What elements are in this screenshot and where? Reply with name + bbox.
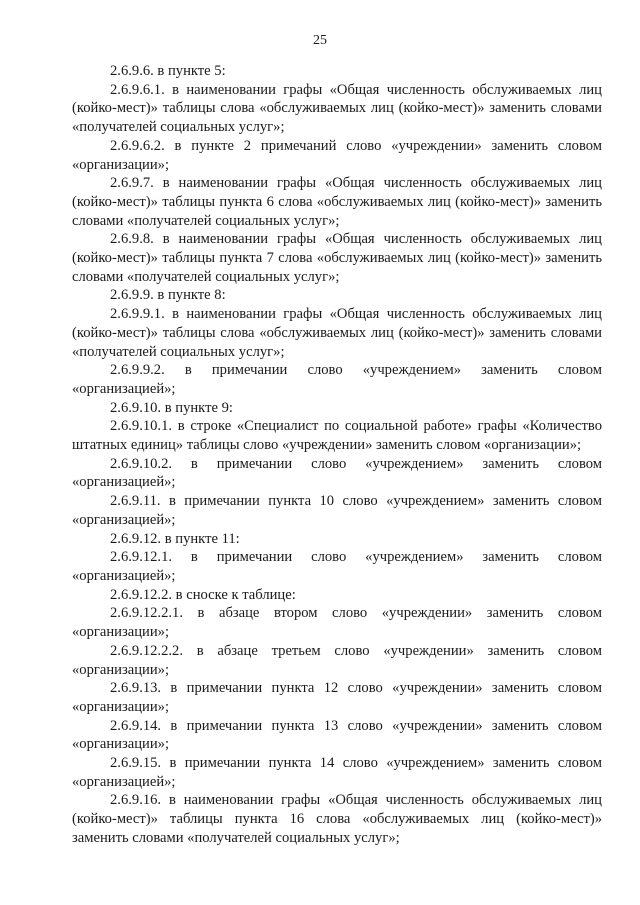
paragraph-2-6-9-12-2-1: 2.6.9.12.2.1. в абзаце втором слово «учреждении» заменить словом «организации»; [72,605,602,641]
paragraph-2-6-9-10-2: 2.6.9.10.2. в примечании слово «учреждением» заменить словом «организацией»; [72,455,602,491]
paragraph-2-6-9-12: 2.6.9.12. в пункте 11: [110,530,240,547]
paragraph-2-6-9-6-2: 2.6.9.6.2. в пункте 2 примечаний слово «учреждении» заменить словом «организации»; [72,137,602,173]
paragraph-2-6-9-13: 2.6.9.13. в примечании пункта 12 слово «учреждении» заменить словом «организации»; [72,680,602,715]
paragraph-2-6-9-9-1: 2.6.9.9.1. в наименовании графы «Общая численность обслуживаемых лиц (койко-мест)» таблицы слова «обслуживаемых лиц (койко-мест)» заменить словами «получателей социальных услуг»; [72,306,602,360]
paragraph-2-6-9-9-2: 2.6.9.9.2. в примечании слово «учреждением» заменить словом «организацией»; [72,362,602,397]
paragraph-2-6-9-6: 2.6.9.6. в пункте 5: [110,63,226,79]
paragraph-2-6-9-16: 2.6.9.16. в наименовании графы «Общая численность обслуживаемых лиц (койко-мест)» таблицы пункта 16 слова «обслуживаемых лиц (койко-мест)» заменить словами «получателей социальных услуг»; [72,792,602,846]
paragraph-2-6-9-7: 2.6.9.7. в наименовании графы «Общая численность обслуживаемых лиц (койко-мест)» таблицы пункта 6 слова «обслуживаемых лиц (койко-мест)» заменить словами «получателей социальных услуг»; [72,175,602,229]
paragraph-2-6-9-9: 2.6.9.9. в пункте 8: [110,287,226,304]
paragraph-2-6-9-10-1: 2.6.9.10.1. в строке «Специалист по социальной работе» графы «Количество штатных единиц» таблицы слово «учреждении» заменить словом «организации»; [72,418,602,454]
paragraph-2-6-9-12-2-2: 2.6.9.12.2.2. в абзаце третьем слово «учреждении» заменить словом «организации»; [72,642,602,678]
page-number: 25 [313,33,327,48]
document-body [72,62,602,848]
paragraph-2-6-9-15: 2.6.9.15. в примечании пункта 14 слово «учреждением» заменить словом «организацией»; [72,755,602,790]
paragraph-2-6-9-12-1: 2.6.9.12.1. в примечании слово «учреждением» заменить словом «организацией»; [72,549,602,584]
paragraph-2-6-9-12-2: 2.6.9.12.2. в сноске к таблице: [110,586,296,603]
paragraph-2-6-9-6-1: 2.6.9.6.1. в наименовании графы «Общая численность обслуживаемых лиц (койко-мест)» таблицы слова «обслуживаемых лиц (койко-мест)» заменить словами «получателей социальных услуг»; [72,81,602,136]
paragraph-2-6-9-11: 2.6.9.11. в примечании пункта 10 слово «учреждением» заменить словом «организацией»; [72,493,602,528]
paragraph-2-6-9-10: 2.6.9.10. в пункте 9: [110,399,233,416]
paragraph-2-6-9-14: 2.6.9.14. в примечании пункта 13 слово «учреждении» заменить словом «организации»; [72,717,602,753]
paragraph-2-6-9-8: 2.6.9.8. в наименовании графы «Общая численность обслуживаемых лиц (койко-мест)» таблицы пункта 7 слова «обслуживаемых лиц (койко-мест)» заменить словами «получателей социальных услуг»; [72,231,602,285]
